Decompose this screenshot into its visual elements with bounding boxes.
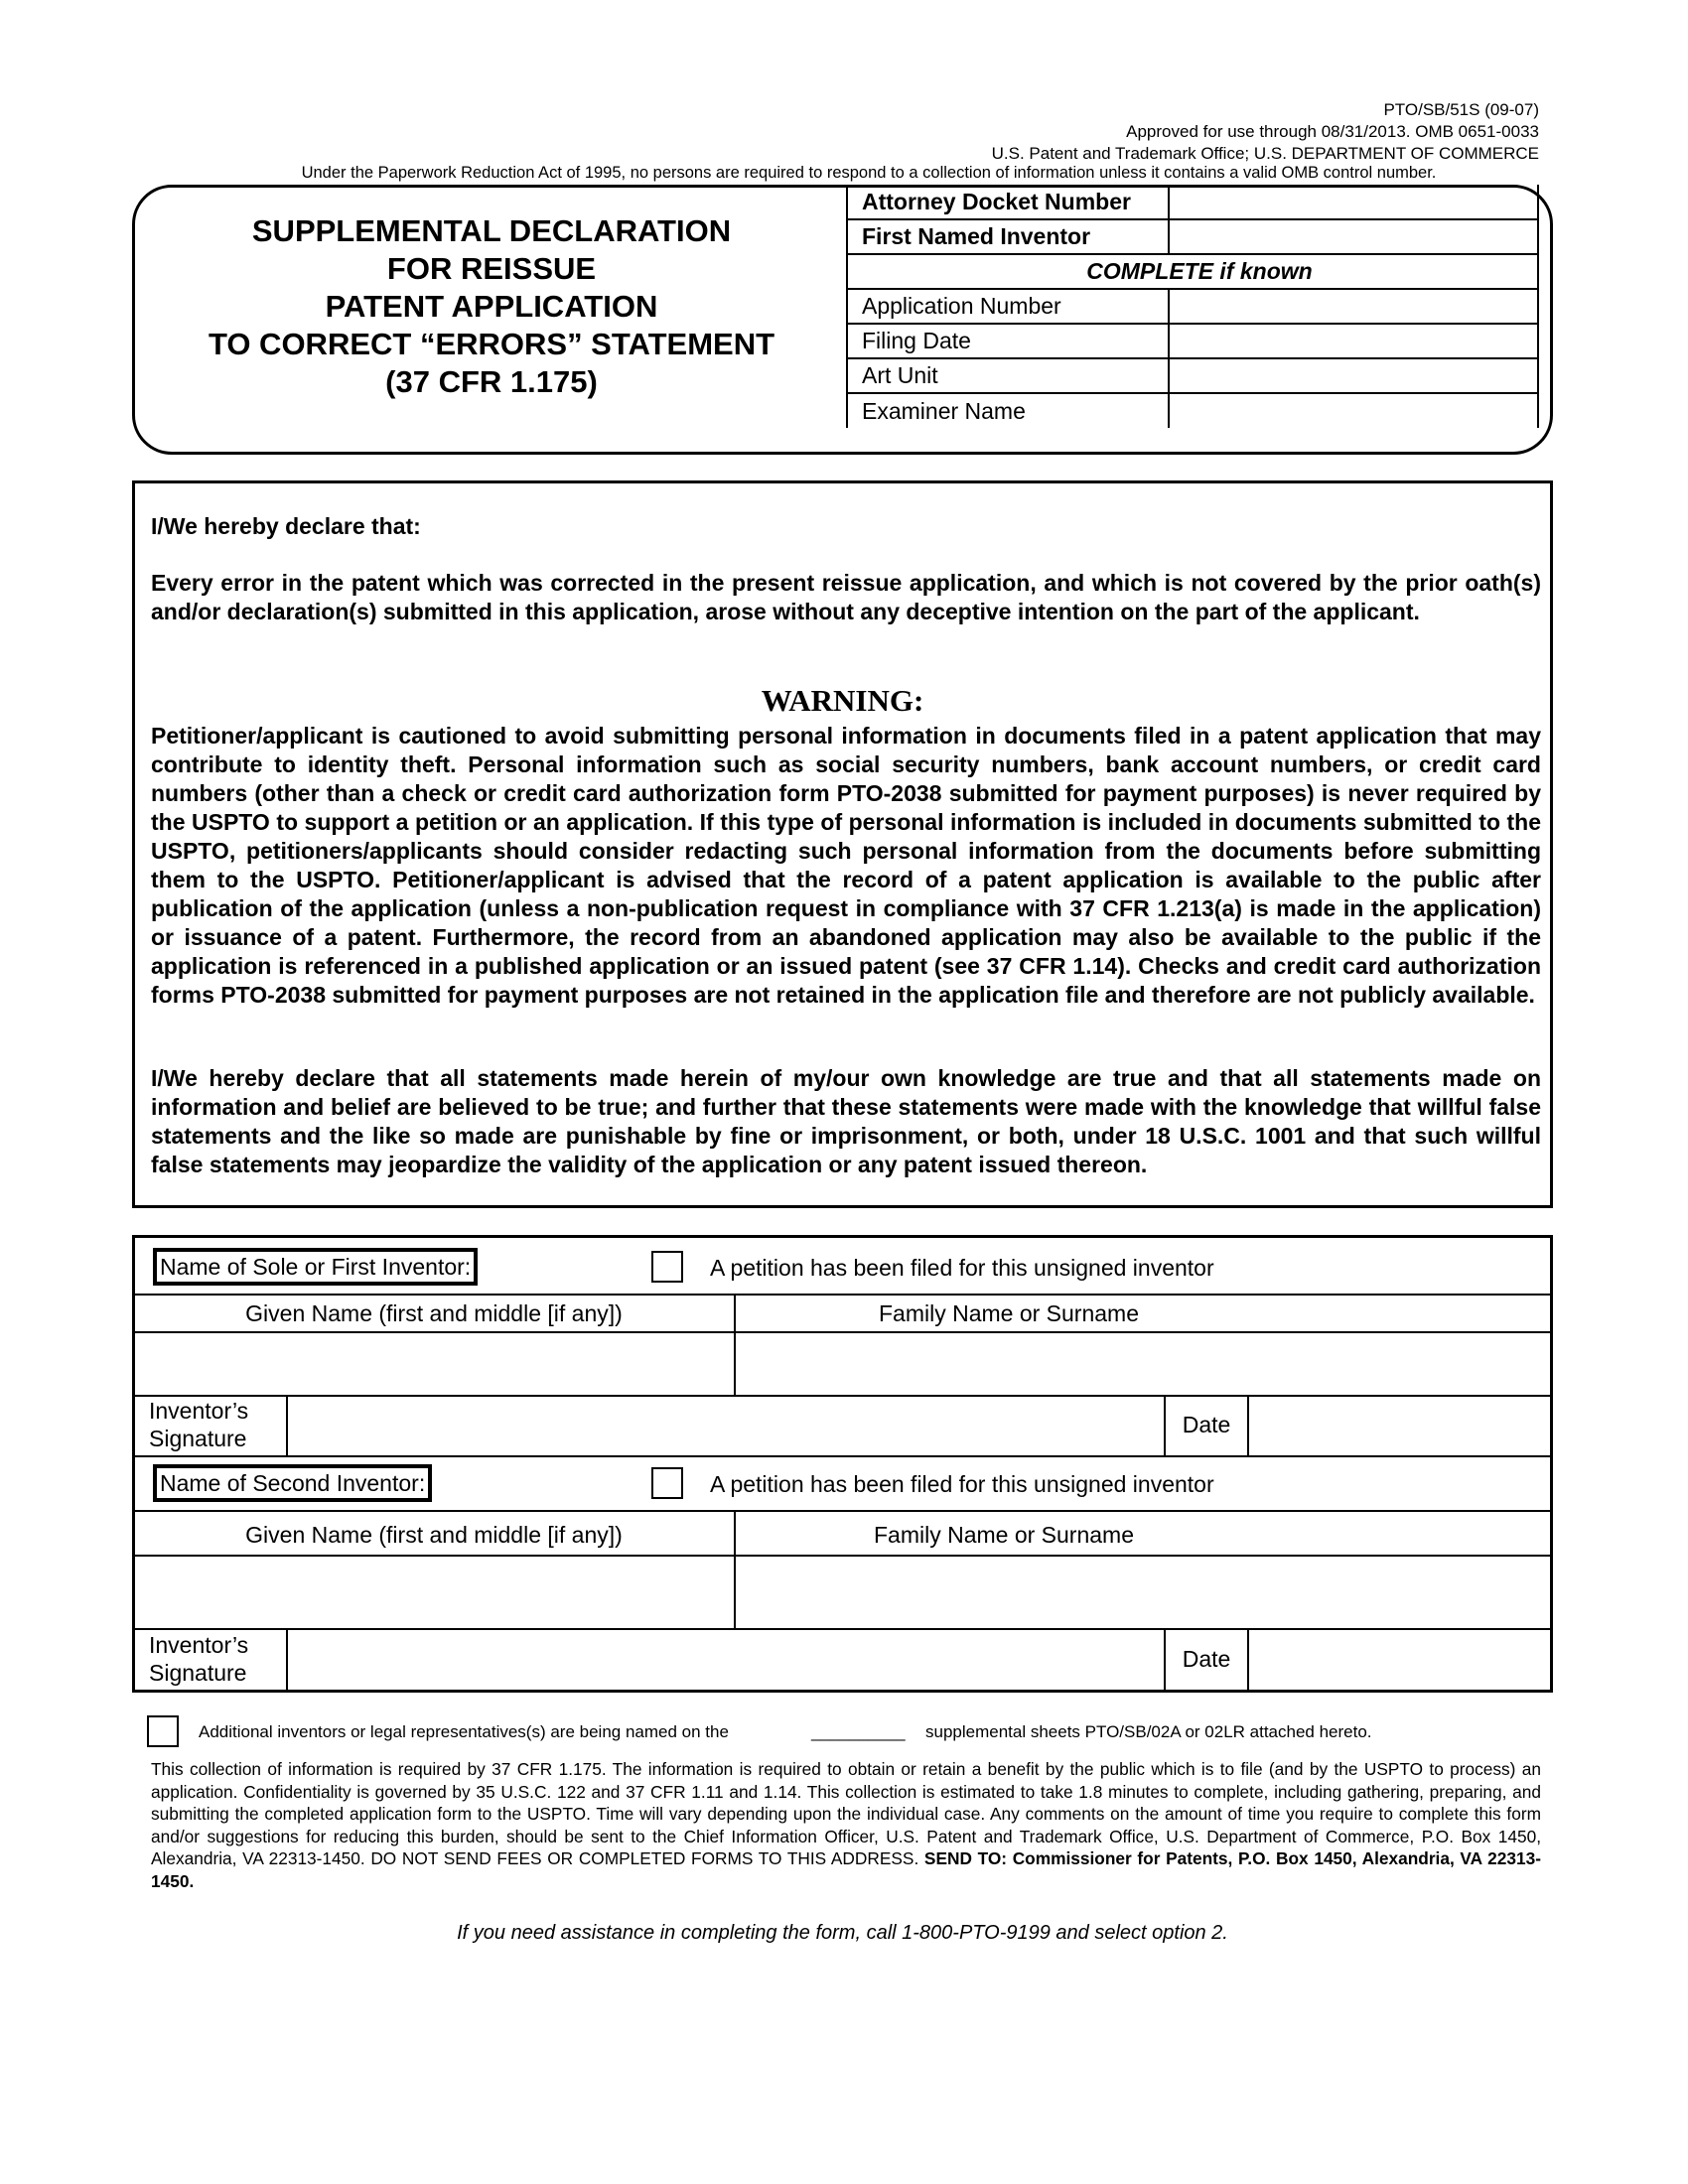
- application-number-row: [847, 289, 1538, 324]
- first-given-name-label: Given Name (first and middle [if any]): [245, 1300, 623, 1326]
- second-given-name-label: Given Name (first and middle [if any]): [245, 1522, 623, 1548]
- first-inventor-heading: Name of Sole or First Inventor:: [153, 1248, 478, 1286]
- closing-declaration: I/We hereby declare that all statements made herein of my/our own knowledge are true and that all statements made on information and belief are believed to be true; and further that these statements were made with the knowledge that willful false statements and the like so made are punishable by fine or imprisonment, or both, under 18 U.S.C. 1001 and that such willful false statements may jeopardize the validity of the application or any patent issued thereon.: [151, 1065, 1541, 1177]
- first-inventor-petition-label: A petition has been filed for this unsigned inventor: [710, 1255, 1214, 1281]
- first-signature-field[interactable]: [289, 1398, 1162, 1453]
- divider: [134, 1510, 1551, 1512]
- signature-label-line: Inventor’s: [149, 1632, 249, 1658]
- divider: [286, 1395, 288, 1455]
- first-family-name-label: Family Name or Surname: [878, 1300, 1140, 1326]
- second-inventor-heading: Name of Second Inventor:: [153, 1464, 432, 1502]
- second-signature-label: [149, 1631, 248, 1687]
- examiner-name-label: Examiner Name: [847, 393, 1169, 428]
- first-given-name-field[interactable]: [136, 1334, 732, 1393]
- form-title: [149, 212, 834, 401]
- paperwork-notice: Under the Paperwork Reduction Act of 1995, no persons are required to respond to a collection of information unless it contains a valid OMB control number.: [301, 164, 1437, 182]
- send-to-address: SEND TO: Commissioner for Patents, P.O. Box 1450, Alexandria, VA 22313-1450.: [151, 1848, 1541, 1891]
- first-family-name-field[interactable]: [737, 1334, 1549, 1393]
- art-unit-field[interactable]: [1169, 358, 1538, 393]
- divider: [286, 1628, 288, 1690]
- burden-text: This collection of information is required by 37 CFR 1.175. The information is required to obtain or retain a benefit by the public which is to file (and by the USPTO to process) an application. Confidentiality is governed by 35 U.S.C. 122 and 37 CFR 1.11 and 1.14. This collection is estimated to take 1.8 minutes to complete, including gathering, preparing, and submitting the completed application form to the USPTO. Time will vary depending upon the individual case. Any comments on the amount of time you require to complete this form and/or suggestions for reducing this burden, should be sent to the Chief Information Officer, U.S. Patent and Trademark Office, U.S. Department of Commerce, P.O. Box 1450, Alexandria, VA 22313-1450. DO NOT SEND FEES OR COMPLETED FORMS TO THIS ADDRESS.: [151, 1759, 1541, 1869]
- first-inventor-petition-checkbox[interactable]: [651, 1251, 683, 1283]
- form-number: PTO/SB/51S (09-07): [1383, 100, 1539, 119]
- art-unit-label: Art Unit: [847, 358, 1169, 393]
- omb-approval: Approved for use through 08/31/2013. OMB 0651-0033: [1126, 122, 1539, 141]
- attorney-docket-row: [847, 185, 1538, 219]
- additional-inventors-checkbox[interactable]: [147, 1715, 179, 1747]
- first-date-label: Date: [1182, 1412, 1231, 1437]
- second-family-name-field[interactable]: [737, 1558, 1549, 1626]
- complete-if-known-row: [847, 254, 1538, 289]
- title-line-2: FOR REISSUE: [386, 251, 597, 286]
- divider: [134, 1395, 1551, 1397]
- signature-label-line: Signature: [149, 1660, 247, 1686]
- attorney-docket-label: Attorney Docket Number: [847, 185, 1169, 219]
- divider: [134, 1628, 1551, 1630]
- filing-date-row: [847, 324, 1538, 358]
- signature-label-line: Inventor’s: [149, 1398, 249, 1424]
- divider: [134, 1294, 1551, 1296]
- first-inventor-row: [847, 219, 1538, 254]
- divider: [1247, 1395, 1249, 1455]
- additional-inventors-text: Additional inventors or legal representatives(s) are being named on the: [199, 1722, 729, 1741]
- divider: [134, 1455, 1551, 1457]
- additional-inventors-text-end: supplemental sheets PTO/SB/02A or 02LR attached hereto.: [925, 1722, 1372, 1741]
- agency-name: U.S. Patent and Trademark Office; U.S. DEPARTMENT OF COMMERCE: [991, 144, 1539, 163]
- first-inventor-label: First Named Inventor: [847, 219, 1169, 254]
- divider: [1247, 1628, 1249, 1690]
- divider: [134, 1331, 1551, 1333]
- filing-date-field[interactable]: [1169, 324, 1538, 358]
- second-date-field[interactable]: [1250, 1631, 1549, 1688]
- burden-statement: [151, 1758, 1541, 1893]
- assistance-line: If you need assistance in completing the form, call 1-800-PTO-9199 and select option 2.: [457, 1922, 1228, 1944]
- application-info-table: [846, 185, 1539, 428]
- examiner-name-row: [847, 393, 1538, 428]
- error-statement: Every error in the patent which was corrected in the present reissue application, and which is not covered by the prior oath(s) and/or declaration(s) submitted in this application, arose without any deceptive intention on the part of the applicant.: [151, 570, 1541, 624]
- second-family-name-label: Family Name or Surname: [873, 1522, 1135, 1548]
- examiner-name-field[interactable]: [1169, 393, 1538, 428]
- complete-if-known: COMPLETE if known: [847, 254, 1538, 289]
- attorney-docket-field[interactable]: [1169, 185, 1538, 219]
- supplemental-sheets-count-blank[interactable]: __________: [811, 1722, 906, 1741]
- second-given-name-field[interactable]: [136, 1558, 732, 1626]
- second-inventor-petition-label: A petition has been filed for this unsigned inventor: [710, 1471, 1214, 1497]
- second-signature-field[interactable]: [289, 1631, 1162, 1688]
- warning-text: Petitioner/applicant is cautioned to avoid submitting personal information in documents filed in a patent application that may contribute to identity theft. Personal information such as social security numbers, bank account numbers, or credit card numbers (other than a check or credit card authorization form PTO-2038 submitted for payment purposes) is never required by the USPTO to support a petition or an application. If this type of personal information is included in documents submitted to the USPTO, petitioners/applicants should consider redacting such personal information from the documents before submitting them to the USPTO. Petitioner/applicant is advised that the record of a patent application is available to the public after publication of the application (unless a non-publication request in compliance with 37 CFR 1.213(a) is made in the application) or issuance of a patent. Furthermore, the record from an abandoned application may also be available to the public if the application is referenced in a published application or an issued patent (see 37 CFR 1.14). Checks and credit card authorization forms PTO-2038 submitted for payment purposes are not retained in the application file and therefore are not publicly available.: [151, 723, 1541, 1008]
- filing-date-label: Filing Date: [847, 324, 1169, 358]
- first-inventor-field[interactable]: [1169, 219, 1538, 254]
- second-date-label: Date: [1182, 1646, 1231, 1672]
- title-line-1: SUPPLEMENTAL DECLARATION: [251, 213, 732, 248]
- title-line-5: (37 CFR 1.175): [385, 364, 598, 399]
- application-number-field[interactable]: [1169, 289, 1538, 324]
- art-unit-row: [847, 358, 1538, 393]
- title-line-3: PATENT APPLICATION: [325, 289, 658, 324]
- first-date-field[interactable]: [1250, 1398, 1549, 1453]
- title-line-4: TO CORRECT “ERRORS” STATEMENT: [208, 327, 775, 361]
- divider: [134, 1555, 1551, 1557]
- application-number-label: Application Number: [847, 289, 1169, 324]
- signature-label-line: Signature: [149, 1426, 247, 1451]
- declaration-intro: I/We hereby declare that:: [151, 513, 421, 539]
- second-inventor-petition-checkbox[interactable]: [651, 1467, 683, 1499]
- warning-heading: WARNING:: [761, 683, 924, 718]
- first-signature-label: [149, 1397, 248, 1452]
